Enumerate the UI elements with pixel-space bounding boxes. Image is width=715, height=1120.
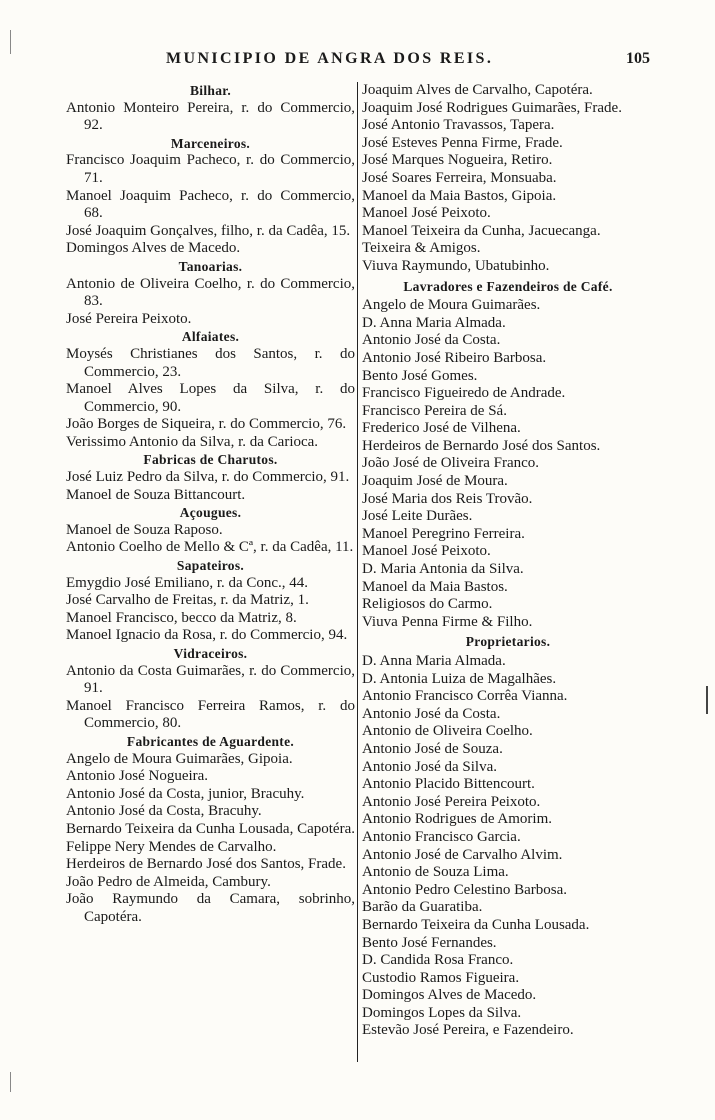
- directory-entry: Antonio de Oliveira Coelho.: [362, 723, 533, 740]
- margin-mark-bottom: [10, 1072, 11, 1092]
- directory-entry: Manoel Alves Lopes da Silva, r. do Commercio, 90.: [66, 381, 355, 415]
- page-header: [66, 50, 658, 76]
- directory-entry: Bento José Gomes.: [362, 367, 478, 384]
- directory-entry: Estevão José Pereira, e Fazendeiro.: [362, 1022, 574, 1039]
- directory-entry: Religiosos do Carmo.: [362, 596, 493, 613]
- directory-entry: Bernardo Teixeira da Cunha Lousada.: [362, 916, 590, 933]
- directory-entry: José Luiz Pedro da Silva, r. do Commercio, 91.: [66, 469, 350, 486]
- directory-entry: Barão da Guaratiba.: [362, 899, 483, 916]
- right-column: [362, 82, 654, 1040]
- directory-entry: Herdeiros de Bernardo José dos Santos, Frade.: [66, 856, 346, 873]
- directory-entry: Antonio da Costa Guimarães, r. do Commercio, 91.: [66, 662, 355, 697]
- section-heading: Vidraceiros.: [173, 646, 248, 661]
- directory-entry: Manoel José Peixoto.: [362, 543, 491, 560]
- directory-entry: Manoel da Maia Bastos.: [362, 578, 508, 595]
- directory-entry: Viuva Penna Firme & Filho.: [362, 613, 533, 630]
- directory-entry: Antonio Rodrigues de Amorim.: [362, 811, 552, 828]
- directory-entry: D. Candida Rosa Franco.: [362, 952, 514, 969]
- directory-entry: Antonio José Pereira Peixoto.: [362, 793, 541, 810]
- directory-entry: Teixeira & Amigos.: [362, 240, 481, 257]
- section-heading: Sapateiros.: [176, 558, 245, 574]
- directory-entry: Antonio Francisco Corrêa Vianna.: [362, 688, 568, 705]
- directory-entry: Francisco Figueiredo de Andrade.: [362, 385, 566, 402]
- directory-entry: Antonio José da Silva.: [362, 758, 497, 775]
- directory-entry: José Maria dos Reis Trovão.: [362, 490, 533, 507]
- directory-entry: Antonio José da Costa, Bracuhy.: [66, 803, 262, 820]
- directory-entry: José Marques Nogueira, Retiro.: [362, 152, 553, 169]
- directory-entry: Antonio José da Costa.: [362, 332, 501, 349]
- directory-entry: Angelo de Moura Guimarães, Gipoia.: [66, 750, 293, 767]
- directory-entry: Manoel Joaquim Pacheco, r. do Commercio, 68.: [66, 187, 355, 222]
- directory-entry: Verissimo Antonio da Silva, r. da Carioca.: [66, 433, 319, 450]
- directory-entry: José Esteves Penna Firme, Frade.: [362, 134, 563, 151]
- directory-entry: D. Maria Antonia da Silva.: [362, 561, 524, 578]
- directory-entry: Frederico José de Vilhena.: [362, 420, 521, 437]
- directory-entry: Antonio Coelho de Mello & Cª, r. da Cadêa, 11.: [66, 539, 354, 556]
- margin-mark-top: [10, 30, 11, 54]
- directory-entry: João Raymundo da Camara, sobrinho, Capotéra.: [66, 891, 355, 925]
- section-heading: Fabricantes de Aguardente.: [126, 733, 295, 749]
- directory-entry: Antonio José Ribeiro Barbosa.: [362, 349, 547, 366]
- page-title: MUNICIPIO DE ANGRA DOS REIS.: [166, 50, 494, 67]
- directory-entry: Joaquim José Rodrigues Guimarães, Frade.: [362, 99, 622, 116]
- directory-entry: Antonio Monteiro Pereira, r. do Commercio, 92.: [66, 99, 355, 134]
- directory-entry: Manoel de Souza Bittancourt.: [66, 486, 246, 503]
- directory-entry: Joaquim Alves de Carvalho, Capotéra.: [362, 82, 593, 98]
- directory-entry: Manoel José Peixoto.: [362, 205, 491, 222]
- directory-entry: Manoel da Maia Bastos, Gipoia.: [362, 187, 557, 204]
- directory-entry: Antonio José da Costa, junior, Bracuhy.: [66, 785, 305, 802]
- directory-entry: Viuva Raymundo, Ubatubinho.: [362, 257, 550, 274]
- directory-entry: José Antonio Travassos, Tapera.: [362, 117, 555, 134]
- directory-entry: D. Antonia Luiza de Magalhães.: [362, 670, 557, 687]
- directory-entry: José Soares Ferreira, Monsuaba.: [362, 169, 557, 186]
- left-column: [66, 82, 355, 927]
- directory-entry: Antonio José de Carvalho Alvim.: [362, 846, 563, 863]
- directory-entry: João Borges de Siqueira, r. do Commercio, 76.: [66, 416, 347, 433]
- directory-entry: D. Anna Maria Almada.: [362, 314, 506, 331]
- directory-entry: José Pereira Peixoto.: [66, 310, 192, 327]
- directory-entry: Antonio de Souza Lima.: [362, 864, 509, 881]
- directory-entry: Bernardo Teixeira da Cunha Lousada, Capotéra.: [66, 820, 355, 837]
- directory-entry: Joaquim José de Moura.: [362, 473, 508, 490]
- section-heading: Fabricas de Charutos.: [143, 452, 278, 468]
- directory-entry: Domingos Lopes da Silva.: [362, 1004, 522, 1021]
- section-heading: Alfaiates.: [181, 329, 240, 345]
- directory-entry: Antonio Pedro Celestino Barbosa.: [362, 881, 567, 898]
- section-heading: Marceneiros.: [170, 135, 251, 151]
- directory-entry: Francisco Joaquim Pacheco, r. do Commercio, 71.: [66, 152, 355, 186]
- page-number: 105: [626, 50, 650, 67]
- section-heading: Bilhar.: [190, 83, 231, 98]
- directory-entry: Herdeiros de Bernardo José dos Santos.: [362, 437, 601, 454]
- directory-entry: Manoel Francisco Ferreira Ramos, r. do Commercio, 80.: [66, 697, 355, 732]
- section-heading: Tanoarias.: [178, 258, 243, 274]
- section-heading: Açougues.: [179, 505, 242, 521]
- directory-entry: Domingos Alves de Macedo.: [362, 987, 537, 1004]
- directory-entry: Manoel Peregrino Ferreira.: [362, 525, 525, 542]
- directory-entry: D. Anna Maria Almada.: [362, 653, 506, 669]
- directory-entry: José Joaquim Gonçalves, filho, r. da Cadêa, 15.: [66, 222, 351, 239]
- margin-mark: [706, 686, 708, 714]
- directory-entry: Angelo de Moura Guimarães.: [362, 297, 541, 314]
- directory-entry: Antonio Francisco Garcia.: [362, 828, 521, 845]
- directory-entry: Antonio Placido Bittencourt.: [362, 776, 535, 793]
- directory-entry: Felippe Nery Mendes de Carvalho.: [66, 838, 277, 855]
- directory-entry: Antonio José Nogueira.: [66, 768, 209, 785]
- directory-entry: Emygdio José Emiliano, r. da Conc., 44.: [66, 574, 309, 591]
- directory-entry: José Leite Durães.: [362, 508, 473, 525]
- directory-entry: José Carvalho de Freitas, r. da Matriz, 1.: [66, 592, 309, 609]
- directory-entry: Custodio Ramos Figueira.: [362, 969, 520, 986]
- directory-entry: Antonio José da Costa.: [362, 705, 501, 722]
- directory-entry: Manoel de Souza Raposo.: [66, 521, 223, 538]
- section-heading: Lavradores e Fazendeiros de Café.: [403, 278, 613, 294]
- directory-entry: Manoel Ignacio da Rosa, r. do Commercio, 94.: [66, 627, 348, 644]
- section-heading: Proprietarios.: [465, 634, 551, 650]
- directory-entry: Antonio José de Souza.: [362, 740, 503, 757]
- directory-entry: Bento José Fernandes.: [362, 934, 497, 951]
- directory-entry: Francisco Pereira de Sá.: [362, 402, 507, 419]
- directory-entry: Manoel Teixeira da Cunha, Jacuecanga.: [362, 222, 601, 239]
- directory-entry: Moysés Christianes dos Santos, r. do Commercio, 23.: [66, 345, 355, 380]
- directory-entry: João José de Oliveira Franco.: [362, 455, 540, 472]
- directory-entry: Manoel Francisco, becco da Matriz, 8.: [66, 609, 297, 626]
- directory-entry: Domingos Alves de Macedo.: [66, 240, 241, 257]
- directory-entry: João Pedro de Almeida, Cambury.: [66, 873, 271, 890]
- column-divider: [357, 82, 358, 1062]
- directory-entry: Antonio de Oliveira Coelho, r. do Commercio, 83.: [66, 275, 355, 310]
